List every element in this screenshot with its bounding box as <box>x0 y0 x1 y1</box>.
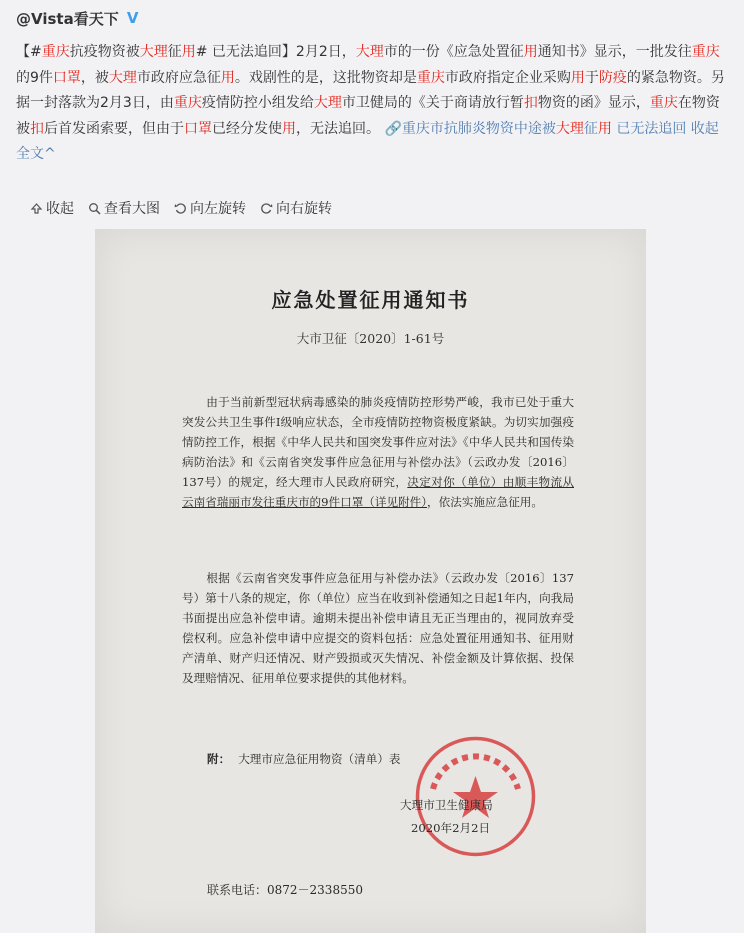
document-title: 应急处置征用通知书 <box>271 288 470 312</box>
post-text: 【#重庆抗疫物资被大理征用# 已无法追回】2月2日，大理市的一份《应急处置征用通知书》显示，一批发往重庆的9件口罩，被大理市政府应急征用。戏剧性的是，这批物资却是重庆市政府指定企业采购用于防疫的紧急物资。另据一封落款为2月3日，由重庆疫情防控小组发给大理市卫健局的《关于商请放行暂扣物资的函》显示，重庆在物资被扣后首发函索要，但由于口罩已经分发使用，无法追回。 🔗重庆市抗肺炎物资中途被大理征用 已无法追回 收起全文^ <box>16 44 725 162</box>
document-paragraph-1: 由于当前新型冠状病毒感染的肺炎疫情防控形势严峻，我市已处于重大突发公共卫生事件Ⅰ级响应状态，全市疫情防控物资极度紧缺。为切实加强疫情防控工作，根据《中华人民共和国突发事件应对法》《中华人民共和国传染病防治法》和《云南省突发事件应急征用与补偿办法》（云政办发〔2016〕137号）的规定，经大理市人民政府研究，决定对你（单位）由顺丰物流从云南省瑞丽市发往重庆市的9件口罩（详见附件），依法实施应急征用。 <box>182 395 574 509</box>
topic-link[interactable]: 🔗重庆市抗肺炎物资中途被大理征用 已无法追回 <box>384 120 687 137</box>
author-header <box>16 6 141 30</box>
document-annex: 附： 大理市应急征用物资（清单）表 <box>207 752 401 766</box>
image-toolbar <box>30 196 332 220</box>
author-name[interactable]: @Vista看天下 <box>16 9 119 28</box>
rotate-right-button[interactable]: 向右旋转 <box>260 196 332 220</box>
chevron-up-icon: ^ <box>44 146 56 162</box>
link-icon: 🔗 <box>384 120 402 137</box>
document-issuer: 大理市卫生健康局 <box>400 798 493 812</box>
magnifier-icon <box>88 202 101 215</box>
view-large-button[interactable]: 查看大图 <box>88 196 160 220</box>
collapse-image-button[interactable]: 收起 <box>30 196 74 220</box>
document-number: 大市卫征〔2020〕1-61号 <box>296 331 445 346</box>
document-paragraph-2: 根据《云南省突发事件应急征用与补偿办法》（云政办发〔2016〕137号）第十八条的规定，你（单位）应当在收到补偿通知之日起1年内，向我局书面提出应急补偿申请。逾期未提出补偿申请且无正当理由的，视同放弃受偿权利。应急补偿申请中应提交的资料包括：应急处置征用通知书、征用财产清单、财产归还情况、财产毁损或灭失情况、补偿金额及计算依据、投保及理赔情况、征用单位要求提供的其他材料。 <box>182 571 574 685</box>
rotate-left-button[interactable]: 向左旋转 <box>174 196 246 220</box>
arrow-up-icon <box>30 202 43 215</box>
rotate-left-icon <box>174 202 187 215</box>
document-contact: 联系电话：0872－2338550 <box>207 883 363 897</box>
rotate-right-icon <box>260 202 273 215</box>
collapse-full-text-link[interactable]: 收起全文^ <box>16 120 719 162</box>
v-verified-icon: V <box>126 9 139 27</box>
document-photo[interactable] <box>95 229 646 933</box>
document-date: 2020年2月2日 <box>411 821 491 835</box>
